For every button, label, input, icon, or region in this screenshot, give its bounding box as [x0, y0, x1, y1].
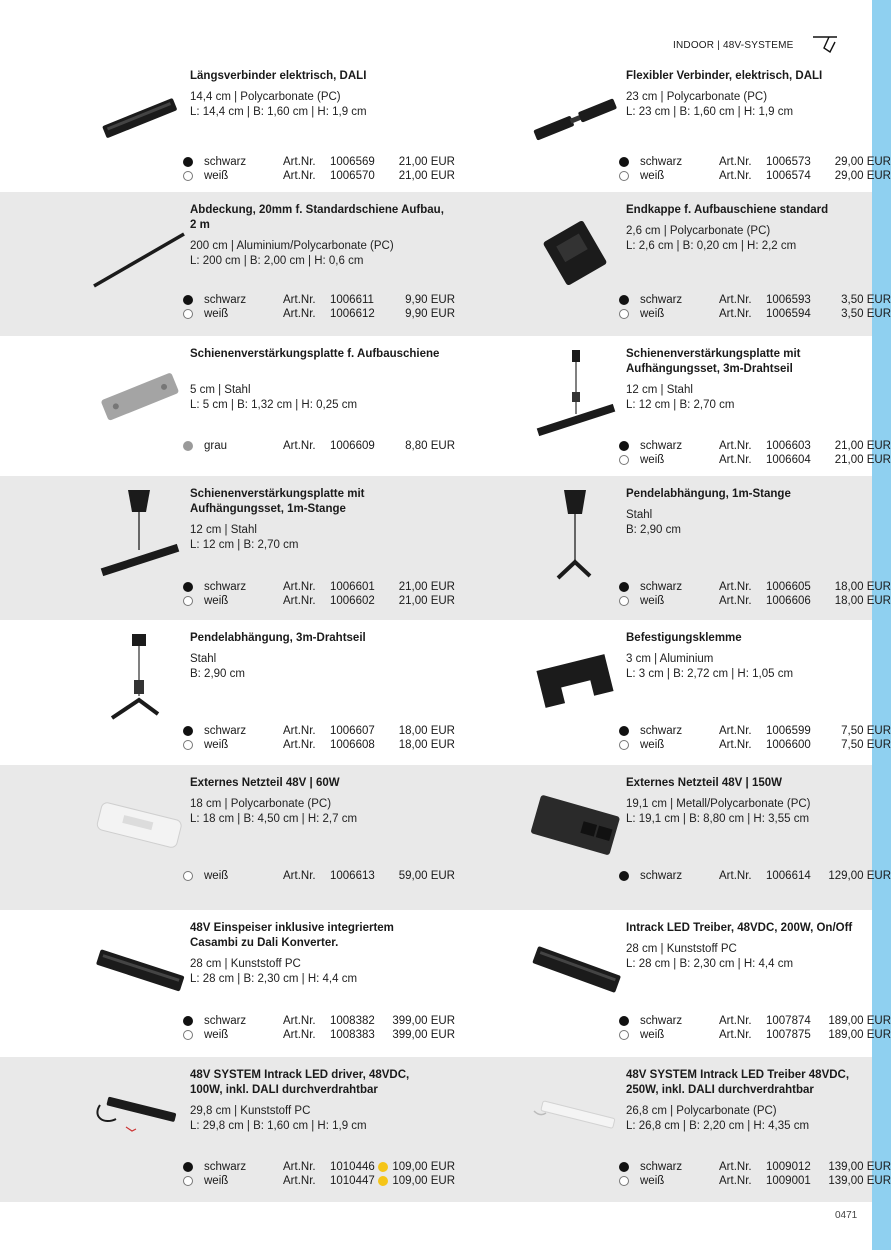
article-label: Art.Nr. — [719, 156, 752, 168]
variant-price: 189,00 EUR — [828, 1029, 891, 1041]
variant-color: schwarz — [204, 1161, 247, 1173]
article-label: Art.Nr. — [719, 294, 752, 306]
variant-row — [619, 1174, 891, 1188]
color-swatch-icon — [619, 740, 629, 750]
product-spec-line: B: 2,90 cm — [190, 668, 245, 680]
variant-row — [619, 580, 891, 594]
feed-in-casambi-icon — [92, 924, 187, 1019]
variant-color: schwarz — [640, 294, 683, 306]
article-label: Art.Nr. — [719, 1161, 752, 1173]
variant-color: weiß — [204, 1029, 229, 1041]
article-label: Art.Nr. — [283, 294, 316, 306]
article-number: 1006601 — [330, 581, 375, 593]
variant-color: schwarz — [204, 294, 247, 306]
article-label: Art.Nr. — [283, 1029, 316, 1041]
mounting-clip-icon — [528, 634, 623, 729]
color-swatch-icon — [619, 1162, 629, 1172]
product-spec-line: L: 26,8 cm | B: 2,20 cm | H: 4,35 cm — [626, 1120, 810, 1132]
article-number: 1009012 — [766, 1161, 811, 1173]
product-title: Pendelabhängung, 3m-Drahtseil — [190, 632, 366, 644]
color-swatch-icon — [183, 1162, 193, 1172]
product-title: Schienenverstärkungsplatte mit Aufhängungsset, 3m-Drahtseil — [626, 348, 801, 375]
variant-price: 29,00 EUR — [834, 170, 891, 182]
variant-color: schwarz — [640, 1161, 683, 1173]
article-number: 1006602 — [330, 595, 375, 607]
variant-color: weiß — [640, 170, 665, 182]
product-title: Endkappe f. Aufbauschiene standard — [626, 204, 829, 216]
variant-color: weiß — [640, 739, 665, 751]
page-number: 0471 — [835, 1210, 858, 1221]
variant-price: 399,00 EUR — [392, 1015, 455, 1027]
variant-price: 109,00 EUR — [392, 1175, 455, 1187]
product-spec-line: 29,8 cm | Kunststoff PC — [190, 1105, 311, 1117]
variant-row — [619, 1014, 891, 1028]
variant-row — [183, 439, 455, 453]
variant-row — [183, 307, 455, 321]
variant-price: 18,00 EUR — [398, 739, 455, 751]
variant-color: weiß — [640, 308, 665, 320]
article-label: Art.Nr. — [283, 308, 316, 320]
article-label: Art.Nr. — [283, 440, 316, 452]
article-label: Art.Nr. — [719, 581, 752, 593]
variant-row — [183, 1160, 455, 1174]
variant-color: grau — [204, 440, 228, 452]
accent-side-bar — [872, 0, 891, 1250]
variant-color: schwarz — [640, 156, 683, 168]
color-swatch-icon — [183, 171, 193, 181]
variant-price: 3,50 EUR — [841, 308, 891, 320]
article-number: 1009001 — [766, 1175, 811, 1187]
variant-color: weiß — [204, 1175, 229, 1187]
variant-price: 3,50 EUR — [841, 294, 891, 306]
variant-price: 21,00 EUR — [398, 170, 455, 182]
product-spec-line: L: 23 cm | B: 1,60 cm | H: 1,9 cm — [626, 106, 794, 118]
variant-price: 9,90 EUR — [405, 294, 455, 306]
product-spec-line: 2,6 cm | Polycarbonate (PC) — [626, 225, 771, 237]
variant-price: 21,00 EUR — [398, 581, 455, 593]
article-label: Art.Nr. — [719, 739, 752, 751]
variant-price: 109,00 EUR — [392, 1161, 455, 1173]
article-number: 1008383 — [330, 1029, 375, 1041]
variant-row — [183, 738, 455, 752]
article-number: 1010446 — [330, 1161, 375, 1173]
article-label: Art.Nr. — [283, 1175, 316, 1187]
variant-price: 18,00 EUR — [398, 725, 455, 737]
color-swatch-icon — [183, 582, 193, 592]
product-spec-line: 26,8 cm | Polycarbonate (PC) — [626, 1105, 777, 1117]
variant-price: 21,00 EUR — [834, 440, 891, 452]
product-title: Flexibler Verbinder, elektrisch, DALI — [626, 70, 823, 82]
article-label: Art.Nr. — [719, 595, 752, 607]
article-number: 1006570 — [330, 170, 375, 182]
intrack-driver-200w-icon — [528, 924, 623, 1019]
variant-row — [183, 594, 455, 608]
straight-connector-icon — [92, 72, 187, 167]
color-swatch-icon — [619, 1030, 629, 1040]
brand-logo-icon — [812, 34, 838, 54]
article-number: 1006614 — [766, 870, 811, 882]
variant-price: 7,50 EUR — [841, 725, 891, 737]
product-spec-line: L: 3 cm | B: 2,72 cm | H: 1,05 cm — [626, 668, 794, 680]
variant-color: schwarz — [204, 581, 247, 593]
article-number: 1006573 — [766, 156, 811, 168]
article-number: 1010447 — [330, 1175, 375, 1187]
power-supply-60w-icon — [92, 779, 187, 874]
variant-row — [183, 1174, 455, 1188]
article-number: 1006569 — [330, 156, 375, 168]
color-swatch-icon — [619, 441, 629, 451]
variant-price: 9,90 EUR — [405, 308, 455, 320]
variant-row — [183, 869, 455, 883]
variant-row — [183, 724, 455, 738]
color-swatch-icon — [619, 309, 629, 319]
variant-row — [183, 580, 455, 594]
product-title: Pendelabhängung, 1m-Stange — [626, 488, 791, 500]
product-title: Befestigungsklemme — [626, 632, 742, 644]
article-number: 1006606 — [766, 595, 811, 607]
variant-row — [183, 169, 455, 183]
color-swatch-icon — [183, 441, 193, 451]
variant-color: schwarz — [640, 581, 683, 593]
variant-row — [183, 1028, 455, 1042]
variant-price: 8,80 EUR — [405, 440, 455, 452]
product-title: Abdeckung, 20mm f. Standardschiene Aufbau, 2 m — [190, 204, 444, 231]
variant-color: weiß — [204, 870, 229, 882]
article-label: Art.Nr. — [719, 454, 752, 466]
product-spec-line: Stahl — [190, 653, 217, 665]
cover-strip-icon — [92, 206, 187, 301]
variant-row — [619, 738, 891, 752]
color-swatch-icon — [183, 871, 193, 881]
article-number: 1006613 — [330, 870, 375, 882]
variant-color: weiß — [640, 595, 665, 607]
article-label: Art.Nr. — [719, 725, 752, 737]
article-number: 1006574 — [766, 170, 811, 182]
variant-price: 21,00 EUR — [398, 156, 455, 168]
variant-row — [619, 453, 891, 467]
variant-row — [619, 307, 891, 321]
product-spec-line: L: 12 cm | B: 2,70 cm — [626, 399, 735, 411]
color-swatch-icon — [619, 596, 629, 606]
variant-row — [619, 1160, 891, 1174]
product-title: Schienenverstärkungsplatte f. Aufbauschiene — [190, 348, 440, 360]
variant-color: schwarz — [204, 1015, 247, 1027]
intrack-driver-250w-icon — [528, 1071, 623, 1166]
variant-row — [619, 293, 891, 307]
color-swatch-icon — [183, 596, 193, 606]
variant-price: 7,50 EUR — [841, 739, 891, 751]
plate-wire-suspension-icon — [528, 350, 623, 445]
variant-price: 21,00 EUR — [834, 454, 891, 466]
intrack-driver-100w-icon — [92, 1071, 187, 1166]
variant-price: 399,00 EUR — [392, 1029, 455, 1041]
product-spec-line: L: 18 cm | B: 4,50 cm | H: 2,7 cm — [190, 813, 358, 825]
article-label: Art.Nr. — [283, 156, 316, 168]
color-swatch-icon — [183, 726, 193, 736]
variant-row — [619, 1028, 891, 1042]
pendant-wire-icon — [92, 634, 187, 729]
article-number: 1007875 — [766, 1029, 811, 1041]
article-label: Art.Nr. — [283, 581, 316, 593]
variant-color: schwarz — [640, 440, 683, 452]
variant-color: weiß — [204, 595, 229, 607]
article-number: 1008382 — [330, 1015, 375, 1027]
article-label: Art.Nr. — [283, 725, 316, 737]
product-spec-line: 5 cm | Stahl — [190, 384, 251, 396]
product-spec-line: 14,4 cm | Polycarbonate (PC) — [190, 91, 341, 103]
variant-color: schwarz — [640, 1015, 683, 1027]
product-title: Längsverbinder elektrisch, DALI — [190, 70, 367, 82]
variant-color: weiß — [204, 308, 229, 320]
article-label: Art.Nr. — [283, 1015, 316, 1027]
section-header: INDOOR | 48V-SYSTEME — [673, 40, 794, 51]
color-swatch-icon — [619, 726, 629, 736]
variant-color: weiß — [640, 1175, 665, 1187]
flexible-connector-icon — [528, 72, 623, 167]
product-spec-line: L: 29,8 cm | B: 1,60 cm | H: 1,9 cm — [190, 1120, 367, 1132]
article-label: Art.Nr. — [719, 1015, 752, 1027]
product-spec-line: B: 2,90 cm — [626, 524, 681, 536]
product-title: Schienenverstärkungsplatte mit Aufhängungsset, 1m-Stange — [190, 488, 365, 515]
product-title: Intrack LED Treiber, 48VDC, 200W, On/Off — [626, 922, 853, 934]
variant-color: schwarz — [204, 725, 247, 737]
variant-price: 189,00 EUR — [828, 1015, 891, 1027]
article-number: 1007874 — [766, 1015, 811, 1027]
color-swatch-icon — [619, 157, 629, 167]
variant-row — [619, 869, 891, 883]
new-badge-icon — [378, 1176, 388, 1186]
article-label: Art.Nr. — [283, 595, 316, 607]
product-spec-line: 3 cm | Aluminium — [626, 653, 714, 665]
product-spec-line: 12 cm | Stahl — [190, 524, 257, 536]
article-number: 1006609 — [330, 440, 375, 452]
article-label: Art.Nr. — [283, 1161, 316, 1173]
product-spec-line: 28 cm | Kunststoff PC — [190, 958, 301, 970]
color-swatch-icon — [619, 1016, 629, 1026]
variant-color: weiß — [640, 454, 665, 466]
article-number: 1006593 — [766, 294, 811, 306]
product-spec-line: Stahl — [626, 509, 653, 521]
variant-color: weiß — [640, 1029, 665, 1041]
variant-color: schwarz — [640, 725, 683, 737]
color-swatch-icon — [183, 157, 193, 167]
color-swatch-icon — [619, 582, 629, 592]
article-number: 1006611 — [330, 294, 374, 306]
product-spec-line: 200 cm | Aluminium/Polycarbonate (PC) — [190, 240, 394, 252]
variant-price: 139,00 EUR — [828, 1175, 891, 1187]
article-label: Art.Nr. — [719, 870, 752, 882]
article-number: 1006600 — [766, 739, 811, 751]
power-supply-150w-icon — [528, 779, 623, 874]
article-number: 1006605 — [766, 581, 811, 593]
new-badge-icon — [378, 1162, 388, 1172]
variant-row — [619, 169, 891, 183]
color-swatch-icon — [183, 295, 193, 305]
article-label: Art.Nr. — [283, 870, 316, 882]
article-number: 1006607 — [330, 725, 375, 737]
article-label: Art.Nr. — [719, 1029, 752, 1041]
article-label: Art.Nr. — [719, 440, 752, 452]
article-label: Art.Nr. — [719, 308, 752, 320]
variant-color: weiß — [204, 739, 229, 751]
variant-color: schwarz — [204, 156, 247, 168]
color-swatch-icon — [619, 1176, 629, 1186]
product-spec-line: 12 cm | Stahl — [626, 384, 693, 396]
product-spec-line: L: 200 cm | B: 2,00 cm | H: 0,6 cm — [190, 255, 364, 267]
article-number: 1006608 — [330, 739, 375, 751]
variant-row — [619, 594, 891, 608]
variant-price: 18,00 EUR — [834, 581, 891, 593]
variant-price: 21,00 EUR — [398, 595, 455, 607]
color-swatch-icon — [619, 171, 629, 181]
product-spec-line: L: 2,6 cm | B: 0,20 cm | H: 2,2 cm — [626, 240, 797, 252]
article-number: 1006603 — [766, 440, 811, 452]
variant-row — [619, 439, 891, 453]
product-spec-line: L: 28 cm | B: 2,30 cm | H: 4,4 cm — [626, 958, 794, 970]
product-spec-line: 19,1 cm | Metall/Polycarbonate (PC) — [626, 798, 811, 810]
color-swatch-icon — [619, 295, 629, 305]
reinforcement-plate-icon — [92, 350, 187, 445]
article-number: 1006599 — [766, 725, 811, 737]
variant-row — [619, 155, 891, 169]
end-cap-icon — [528, 206, 623, 301]
product-spec-line: L: 14,4 cm | B: 1,60 cm | H: 1,9 cm — [190, 106, 367, 118]
variant-color: schwarz — [640, 870, 683, 882]
color-swatch-icon — [183, 309, 193, 319]
color-swatch-icon — [619, 455, 629, 465]
product-spec-line: 28 cm | Kunststoff PC — [626, 943, 737, 955]
product-title: 48V SYSTEM Intrack LED Treiber 48VDC, 250W, inkl. DALI durchverdrahtbar — [626, 1069, 850, 1096]
product-spec-line: L: 19,1 cm | B: 8,80 cm | H: 3,55 cm — [626, 813, 810, 825]
variant-row — [183, 293, 455, 307]
product-spec-line: L: 28 cm | B: 2,30 cm | H: 4,4 cm — [190, 973, 358, 985]
variant-price: 29,00 EUR — [834, 156, 891, 168]
article-label: Art.Nr. — [283, 739, 316, 751]
product-title: Externes Netzteil 48V | 60W — [190, 777, 340, 789]
variant-row — [183, 155, 455, 169]
product-title: 48V SYSTEM Intrack LED driver, 48VDC, 100W, inkl. DALI durchverdrahtbar — [190, 1069, 410, 1096]
variant-price: 18,00 EUR — [834, 595, 891, 607]
variant-price: 139,00 EUR — [828, 1161, 891, 1173]
variant-row — [619, 724, 891, 738]
variant-row — [183, 1014, 455, 1028]
article-number: 1006612 — [330, 308, 375, 320]
product-title: 48V Einspeiser inklusive integriertem Casambi zu Dali Konverter. — [190, 922, 394, 949]
color-swatch-icon — [619, 871, 629, 881]
color-swatch-icon — [183, 1176, 193, 1186]
pendant-rod-icon — [528, 490, 623, 585]
product-spec-line: 18 cm | Polycarbonate (PC) — [190, 798, 332, 810]
article-label: Art.Nr. — [719, 1175, 752, 1187]
article-label: Art.Nr. — [283, 170, 316, 182]
color-swatch-icon — [183, 1030, 193, 1040]
product-spec-line: L: 12 cm | B: 2,70 cm — [190, 539, 299, 551]
product-spec-line: L: 5 cm | B: 1,32 cm | H: 0,25 cm — [190, 399, 358, 411]
variant-price: 129,00 EUR — [828, 870, 891, 882]
variant-color: weiß — [204, 170, 229, 182]
article-number: 1006594 — [766, 308, 811, 320]
product-spec-line: 23 cm | Polycarbonate (PC) — [626, 91, 768, 103]
article-label: Art.Nr. — [719, 170, 752, 182]
variant-price: 59,00 EUR — [398, 870, 455, 882]
plate-rod-suspension-icon — [92, 490, 187, 585]
product-title: Externes Netzteil 48V | 150W — [626, 777, 782, 789]
color-swatch-icon — [183, 1016, 193, 1026]
color-swatch-icon — [183, 740, 193, 750]
article-number: 1006604 — [766, 454, 811, 466]
